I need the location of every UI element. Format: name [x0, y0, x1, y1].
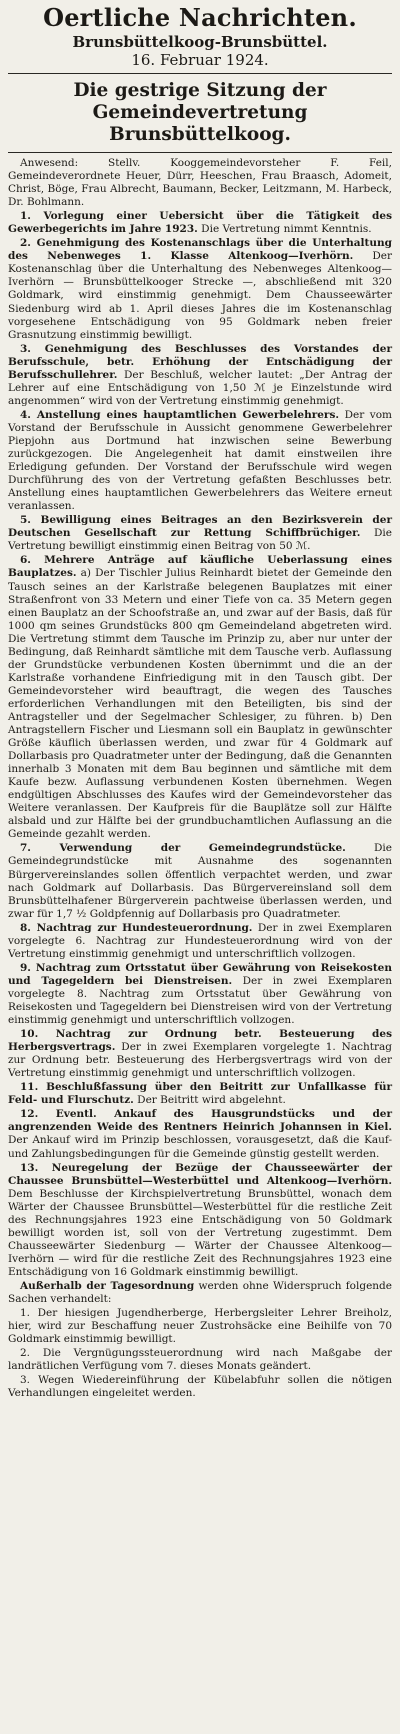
agenda-item	[8, 343, 392, 408]
section-title: Oertliche Nachrichten.	[43, 3, 357, 32]
agenda-item	[8, 554, 392, 841]
agenda-item	[8, 514, 392, 553]
agenda-item-heading: 9. Nachtrag zum Ortsstatut über Gewährung von Reisekosten und Tagegeldern bei Dienstreisen.	[8, 961, 392, 987]
agenda-item-text: 1. Der hiesigen Jugendherberge, Herbergsleiter Lehrer Breiholz, hier, wird zur Beschaffung neuer Zustrohsäcke eine Beihilfe von 70 Goldmark einstimmig bewilligt.	[8, 1307, 392, 1346]
agenda-item-text: werden ohne Widerspruch folgende Sachen verhandelt:	[8, 1279, 392, 1306]
article-body	[8, 157, 392, 1400]
agenda-item	[8, 1028, 392, 1080]
agenda-items	[8, 210, 392, 1400]
agenda-item-heading: 6. Mehrere Anträge auf käufliche Ueberlassung eines Bauplatzes.	[8, 554, 392, 580]
agenda-item	[8, 1374, 392, 1400]
agenda-item-text: Der Beitritt wird abgelehnt.	[133, 1094, 286, 1107]
agenda-item-heading: 1. Vorlegung einer Uebersicht über die Tätigkeit des Gewerbegerichts im Jahre 1923.	[8, 210, 392, 236]
agenda-item-heading: 11. Beschlußfassung über den Beitritt zur Unfallkasse für Feld- und Flurschutz.	[8, 1081, 392, 1107]
agenda-item	[8, 922, 392, 961]
article-title-line-2: Gemeindevertretung Brunsbüttelkoog.	[92, 102, 308, 145]
agenda-item-text: 3. Wegen Wiedereinführung der Kübelabfuhr sollen die nötigen Verhandlungen eingeleitet werden.	[8, 1374, 392, 1400]
agenda-item	[8, 1347, 392, 1373]
agenda-item-text: Der Beschluß, welcher lautet: „Der Antrag der Lehrer auf eine Entschädigung von 1,50 ℳ je Einzelstunde wird angenommen“ wird von der Vertretung einstimmig genehmigt.	[8, 368, 392, 407]
attendance-paragraph: Anwesend: Stellv. Kooggemeindevorsteher F. Feil, Gemeindeverordnete Heuer, Dürr, Heeschen, Frau Braasch, Adomeit, Christ, Böge, Frau Albrecht, Baumann, Becker, Leitzmann, M. Harbeck, Dr. Bohlmann.	[8, 157, 392, 209]
place-line: Brunsbüttelkoog-Brunsbüttel.	[72, 33, 328, 51]
agenda-item	[8, 1108, 392, 1160]
agenda-item-text: Der in zwei Exemplaren vorgelegte 8. Nachtrag zum Ortsstatut über Gewährung von Reisekosten und Tagegeldern bei Dienstreisen wird von der Vertretung einstimmig genehmigt und unterschriftlich vollzogen.	[8, 974, 392, 1027]
agenda-item-heading: 12. Eventl. Ankauf des Hausgrundstücks und der angrenzenden Weide des Rentners Heinrich Johannsen in Kiel.	[8, 1108, 392, 1134]
article-title-line-1: Die gestrige Sitzung der	[73, 80, 327, 101]
agenda-item-heading: 13. Neuregelung der Bezüge der Chausseewärter der Chaussee Brunsbüttel—Westerbüttel und Altenkoog—Iverhörn.	[8, 1161, 392, 1187]
agenda-item-text: Die Vertretung bewilligt einstimmig einen Beitrag von 50 ℳ.	[8, 527, 393, 553]
agenda-item	[8, 1280, 392, 1306]
agenda-item-text: Der vom Vorstand der Berufsschule in Aussicht genommene Gewerbelehrer Piepjohn aus Dortmund hat inzwischen seine Bewerbung zurückgezogen. Die Angelegenheit hat damit einstweilen ihre Erledigung gefunden. Der Vorstand der Berufsschule wird wegen Durchführung des von der Vertretung gefaßten Beschlusses betr. Anstellung eines hauptamtlichen Gewerbelehrers das Weitere erneut veranlassen.	[8, 408, 392, 513]
agenda-item-heading: 8. Nachtrag zur Hundesteuerordnung.	[20, 921, 253, 934]
header-rule	[8, 73, 392, 74]
agenda-item-text: Die Vertretung nimmt Kenntnis.	[197, 223, 372, 236]
date-line: 16. Februar 1924.	[131, 51, 269, 69]
agenda-item	[8, 1307, 392, 1346]
agenda-item	[8, 409, 392, 513]
agenda-item	[8, 210, 392, 236]
agenda-item	[8, 962, 392, 1027]
agenda-item	[8, 842, 392, 920]
title-rule	[8, 152, 392, 153]
agenda-item-heading: 4. Anstellung eines hauptamtlichen Gewerbelehrers.	[20, 408, 340, 421]
agenda-item-text: Der Kostenanschlag über die Unterhaltung des Nebenweges Altenkoog—Iverhörn — Brunsbüttelkooger Strecke —, abschließend mit 320 Goldmark, wird einstimmig genehmigt. Dem Chausseewärter Siedenburg wird ab 1. April dieses Jahres die im Kostenanschlag vorgesehene Entschädigung von 95 Goldmark neben freier Grasnutzung einstimmig bewilligt.	[8, 250, 392, 341]
agenda-item-text: Dem Beschlusse der Kirchspielvertretung Brunsbüttel, wonach dem Wärter der Chaussee Brunsbüttel—Westerbüttel für die restliche Zeit des Rechnungsjahres 1923 eine Entschädigung von 50 Goldmark bewilligt worden ist, soll von der Vertretung zugestimmt. Dem Chausseewärter Siedenburg — Wärter der Chaussee Altenkoog—Iverhörn — wird für die restliche Zeit des Rechnungsjahres 1923 eine Entschädigung von 16 Goldmark einstimmig bewilligt.	[8, 1187, 392, 1278]
agenda-item-text: a) Der Tischler Julius Reinhardt bietet der Gemeinde den Tausch seines an der Karlstraße belegenen Bauplatzes mit einer Straßenfront von 33 Metern und einer Tiefe von ca. 35 Metern gegen einen Bauplatz an der Schoofstraße an, und zwar auf der Basis, daß für 1000 qm seines Grundstücks 800 qm Gemeindeland abgetreten wird. Die Vertretung stimmt dem Tausche im Prinzip zu, aber nur unter der Bedingung, daß Reinhardt sämtliche mit dem Tausche verb. Auflassung der Grundstücke verbundenen Kosten übernimmt und die an der Karlstraße vorhandene Einfriedigung mit in den Tausch gibt. Der Gemeindevorsteher wird beauftragt, die wegen des Tausches erforderlichen Verhandlungen mit den Beteiligten, bis sind der Antragsteller und der Segelmacher Schlesiger, zu führen. b) Den Antragstellern Fischer und Liesmann soll ein Bauplatz in gewünschter Größe käuflich überlassen werden, und zwar für 4 Goldmark auf Dollarbasis pro Quadratmeter unter der Bedingung, daß die Genannten innerhalb 3 Monaten mit dem Bau beginnen und sämtliche mit dem Kaufe bezw. Auflassung verbundenen Kosten übernehmen. Wegen endgültigen Abschlusses des Kaufes wird der Gemeindevorsteher das Weitere veranlassen. Der Kaufpreis für die Bauplätze soll zur Hälfte alsbald und zur Hälfte bei der grundbuchamtlichen Auflassung an die Gemeinde gezahlt werden.	[8, 567, 392, 841]
agenda-item	[8, 1081, 392, 1107]
agenda-item-heading: 5. Bewilligung eines Beitrages an den Bezirksverein der Deutschen Gesellschaft zur Rettung Schiffbrüchiger.	[8, 514, 392, 540]
agenda-item	[8, 237, 392, 341]
agenda-item-text: Der Ankauf wird im Prinzip beschlossen, vorausgesetzt, daß die Kauf- und Zahlungsbedingungen für die Gemeinde günstig gestellt werden.	[8, 1134, 392, 1160]
agenda-item-text: Der in zwei Exemplaren vorgelegte 1. Nachtrag zur Ordnung betr. Besteuerung des Herbergsvertrags wird von der Vertretung einstimmig genehmigt und unterschriftlich vollzogen.	[8, 1041, 392, 1080]
section-header	[8, 4, 392, 69]
agenda-item-text: 2. Die Vergnügungssteuerordnung wird nach Maßgabe der landrätlichen Verfügung vom 7. dieses Monats geändert.	[8, 1347, 392, 1373]
agenda-item-heading: Außerhalb der Tagesordnung	[20, 1279, 195, 1292]
article-heading	[8, 80, 392, 146]
agenda-item-heading: 2. Genehmigung des Kostenanschlags über die Unterhaltung des Nebenweges 1. Klasse Altenkoog—Iverhörn.	[8, 237, 392, 263]
agenda-item-heading: 10. Nachtrag zur Ordnung betr. Besteuerung des Herbergsvertrags.	[8, 1028, 392, 1054]
agenda-item-text: Der in zwei Exemplaren vorgelegte 6. Nachtrag zur Hundesteuerordnung wird von der Vertretung einstimmig genehmigt und unterschriftlich vollzogen.	[8, 921, 392, 960]
agenda-item	[8, 1162, 392, 1279]
agenda-item-text: Die Gemeindegrundstücke mit Ausnahme des sogenannten Bürgervereinslandes sollen öffentlich verpachtet werden, und zwar nach Goldmark auf Dollarbasis. Das Bürgervereinsland soll dem Brunsbüttelhafener Bürgerverein pachtweise überlassen werden, und zwar für 1,7 ½ Goldpfennig auf Dollarbasis pro Quadratmeter.	[8, 842, 393, 920]
agenda-item-heading: 3. Genehmigung des Beschlusses des Vorstandes der Berufsschule, betr. Erhöhung der Entschädigung der Berufsschullehrer.	[8, 342, 392, 381]
agenda-item-heading: 7. Verwendung der Gemeindegrundstücke.	[20, 842, 346, 855]
